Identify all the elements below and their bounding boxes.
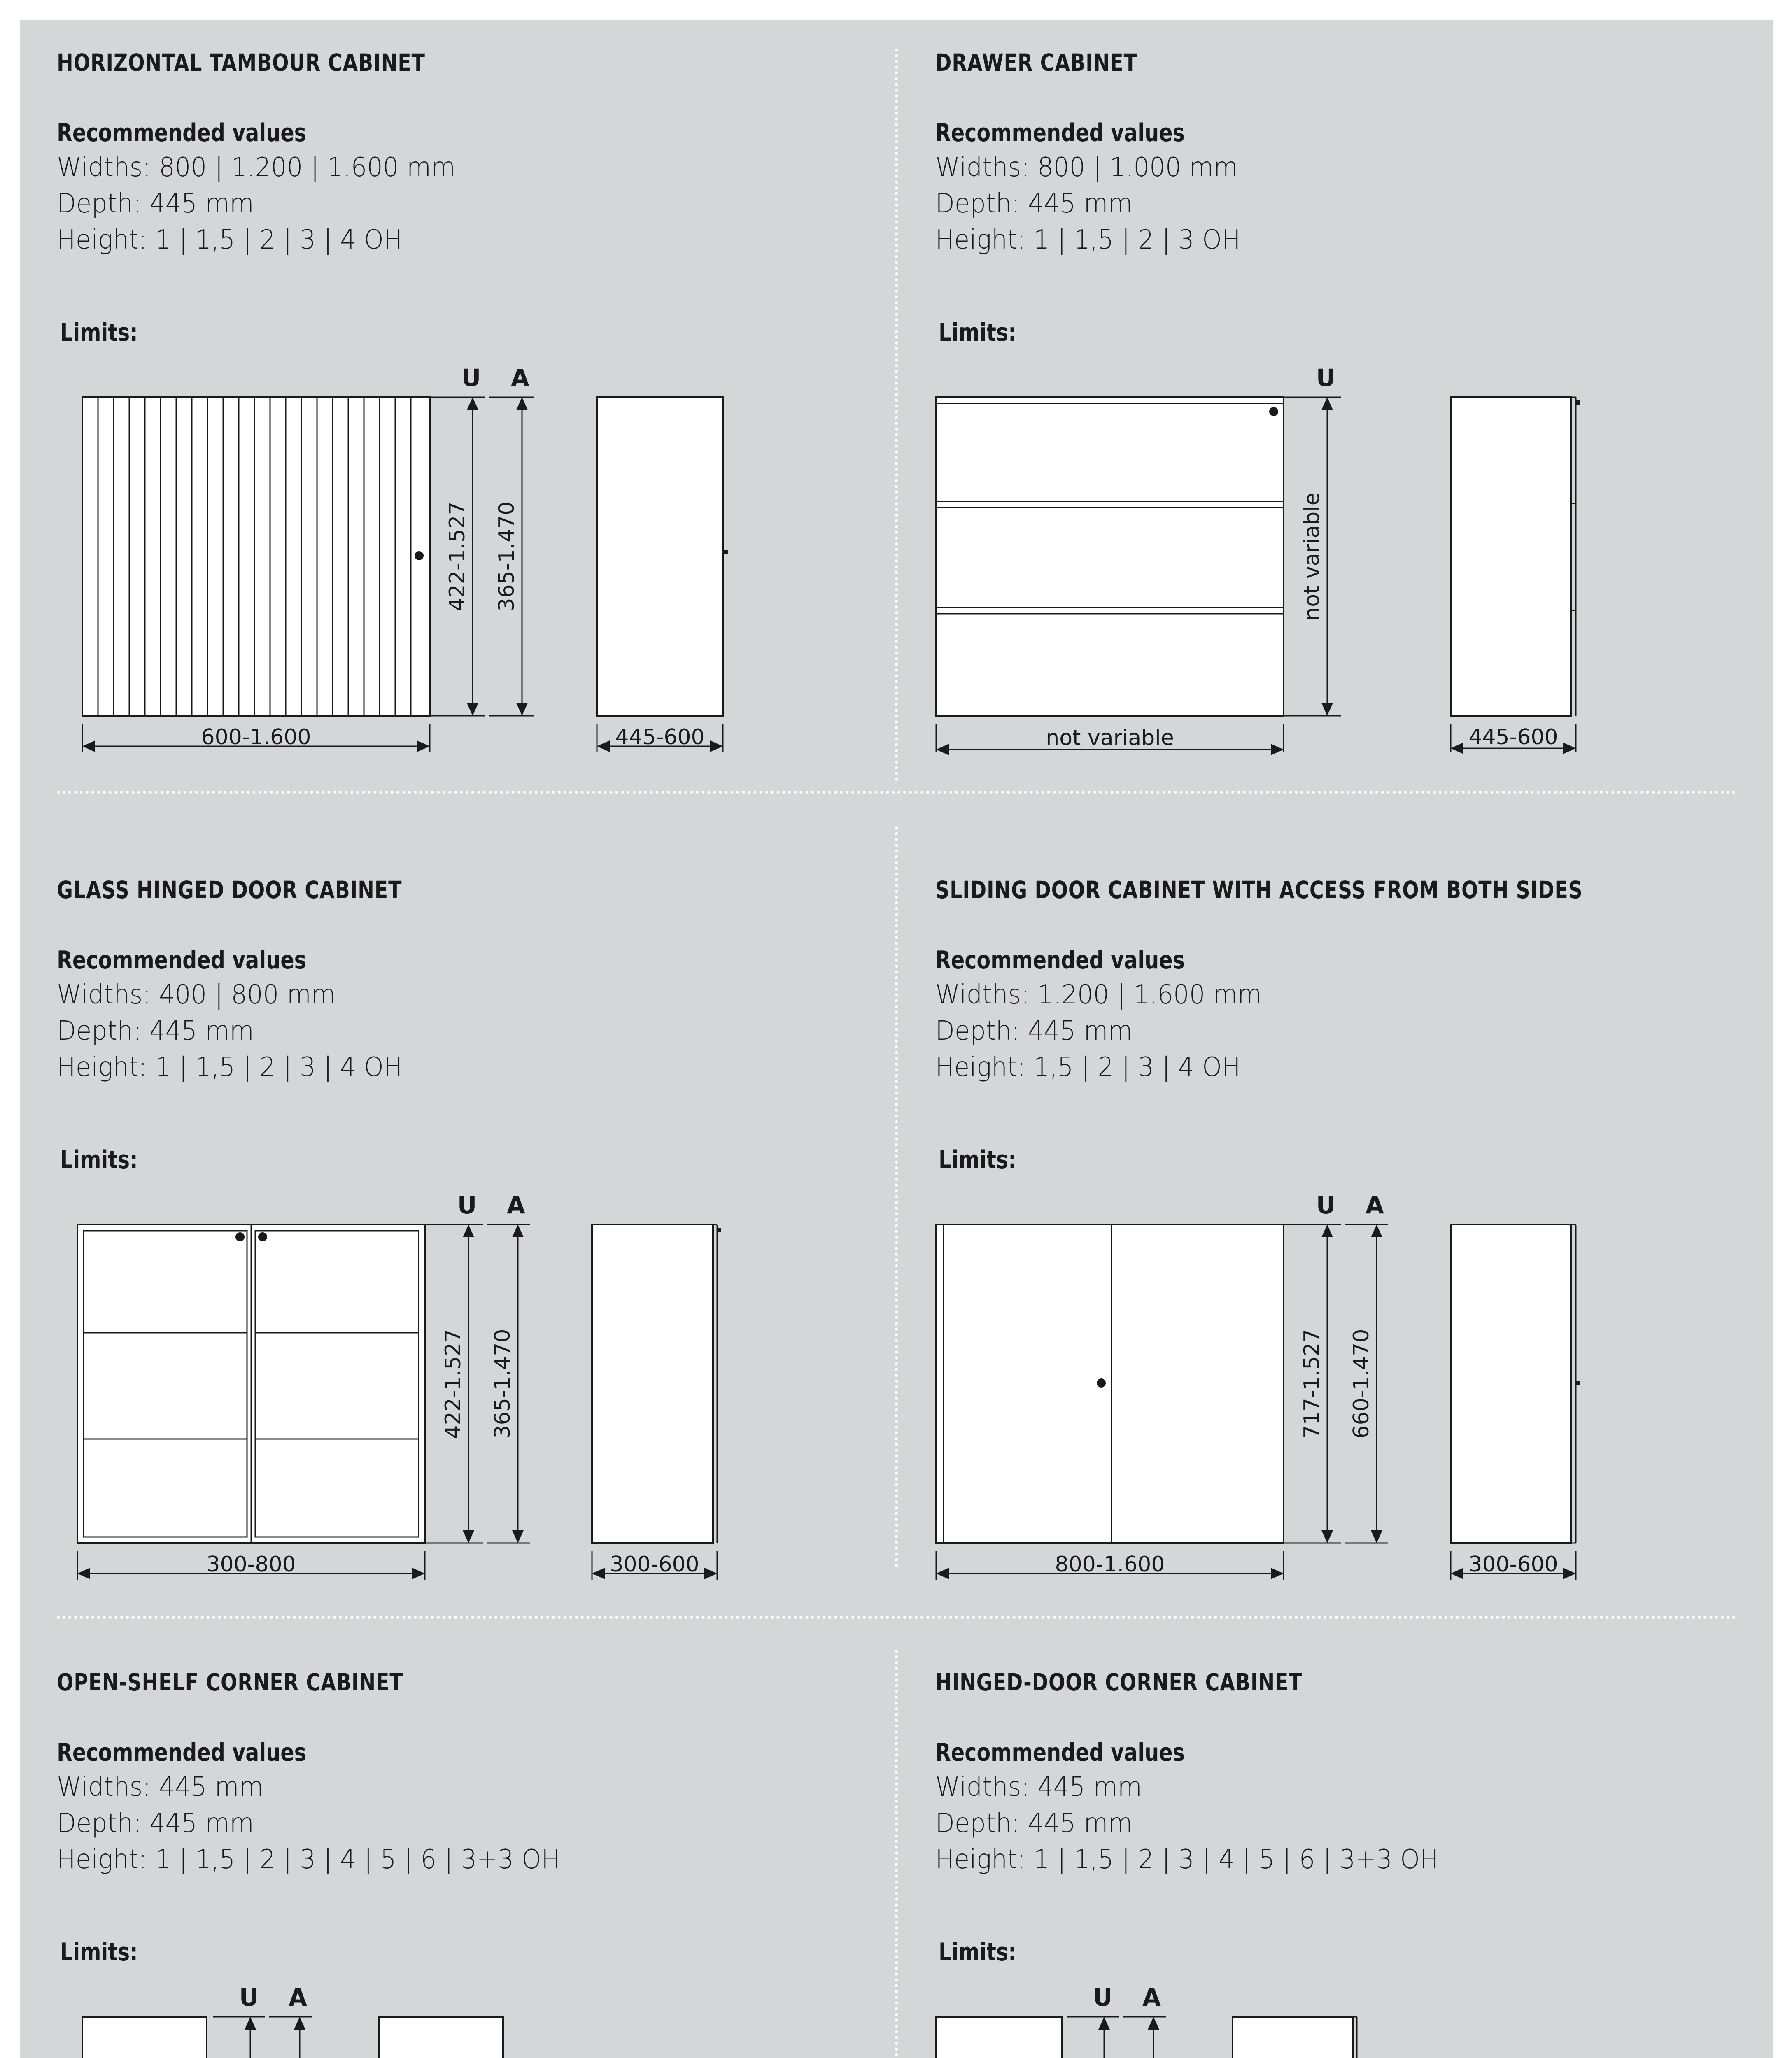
dimension-depth: 300-600 — [610, 1552, 699, 1577]
section-drawer-cabinet — [935, 49, 1759, 789]
handle-dot-right — [258, 1232, 267, 1241]
column-letter-u: U — [239, 1984, 259, 2011]
cabinet-front — [936, 2017, 1062, 2058]
dimension-u: not variable — [1300, 492, 1324, 621]
recommended-values-heading: Recommended values — [57, 946, 306, 975]
section-title: OPEN-SHELF CORNER CABINET — [57, 1668, 403, 1696]
dimension-width: not variable — [1046, 726, 1174, 750]
limits-label: Limits: — [939, 1145, 1016, 1174]
dimension-a: 365-1.470 — [494, 501, 519, 612]
section-sliding-door-cabinet — [935, 876, 1759, 1617]
depth-line: Depth: 445 mm — [57, 1016, 254, 1046]
column-letter-u: U — [1316, 1191, 1336, 1219]
widths-line: Widths: 445 mm — [57, 1772, 263, 1802]
section-title: GLASS HINGED DOOR CABINET — [57, 876, 402, 904]
limits-drawing — [935, 1164, 1697, 1604]
dimension-u: 422-1.527 — [441, 1329, 466, 1439]
recommended-values-heading: Recommended values — [935, 119, 1185, 147]
section-title: HORIZONTAL TAMBOUR CABINET — [57, 49, 425, 77]
cabinet-side — [1451, 1225, 1571, 1543]
limits-drawing — [935, 1956, 1697, 2058]
height-line: Height: 1 | 1,5 | 2 | 3 | 4 | 5 | 6 | 3+3 OH — [57, 1844, 560, 1875]
limits-drawing — [57, 1164, 818, 1604]
dimension-depth: 445-600 — [1468, 725, 1558, 750]
limits-label: Limits: — [939, 318, 1016, 347]
widths-line: Widths: 445 mm — [935, 1772, 1142, 1802]
column-letter-a: A — [1142, 1984, 1161, 2011]
handle-dot — [415, 551, 424, 560]
recommended-values-heading: Recommended values — [57, 1738, 306, 1767]
section-open-shelf-corner-cabinet — [57, 1668, 880, 2058]
column-divider-bottom — [895, 1650, 898, 2058]
cabinet-front — [936, 397, 1284, 716]
dimension-u: 422-1.527 — [445, 501, 470, 612]
depth-line: Depth: 445 mm — [935, 1808, 1133, 1839]
section-title: DRAWER CABINET — [935, 49, 1137, 77]
limits-label: Limits: — [60, 1938, 138, 1967]
cabinet-front — [82, 397, 430, 716]
cabinet-side — [1451, 397, 1571, 716]
section-hinged-door-corner-cabinet — [935, 1668, 1759, 2058]
handle-dot — [1097, 1378, 1106, 1388]
content-panel — [20, 20, 1773, 2058]
widths-line: Widths: 400 | 800 mm — [57, 980, 336, 1010]
dimension-a: 660-1.470 — [1349, 1329, 1374, 1439]
height-line: Height: 1,5 | 2 | 3 | 4 OH — [935, 1052, 1241, 1083]
widths-line: Widths: 800 | 1.200 | 1.600 mm — [57, 152, 456, 183]
limits-label: Limits: — [60, 1145, 138, 1174]
row-divider-1 — [57, 791, 1736, 794]
limits-label: Limits: — [939, 1938, 1016, 1967]
handle-dot — [1269, 407, 1278, 416]
limits-drawing — [57, 337, 818, 777]
height-line: Height: 1 | 1,5 | 2 | 3 | 4 OH — [57, 1052, 403, 1083]
limits-label: Limits: — [60, 318, 138, 347]
widths-line: Widths: 800 | 1.000 mm — [935, 152, 1238, 183]
recommended-values-heading: Recommended values — [57, 119, 306, 147]
section-horizontal-tambour-cabinet — [57, 49, 880, 789]
column-letter-a: A — [289, 1984, 307, 2011]
column-divider-middle — [895, 826, 898, 1567]
section-glass-hinged-door-cabinet — [57, 876, 880, 1617]
recommended-values-heading: Recommended values — [935, 946, 1185, 975]
cabinet-side — [592, 1225, 713, 1543]
dimension-width: 800-1.600 — [1055, 1552, 1165, 1577]
cabinet-side — [1233, 2017, 1353, 2058]
height-line: Height: 1 | 1,5 | 2 | 3 OH — [935, 225, 1241, 255]
section-title: SLIDING DOOR CABINET WITH ACCESS FROM BOTH SIDES — [935, 876, 1583, 904]
limits-drawing — [935, 337, 1697, 777]
height-line: Height: 1 | 1,5 | 2 | 3 | 4 | 5 | 6 | 3+3 OH — [935, 1844, 1439, 1875]
column-letter-u: U — [457, 1191, 477, 1219]
cabinet-front — [936, 1225, 1284, 1543]
depth-line: Depth: 445 mm — [935, 189, 1133, 219]
handle-dot-left — [235, 1232, 245, 1241]
cabinet-side — [379, 2017, 503, 2058]
depth-line: Depth: 445 mm — [935, 1016, 1133, 1046]
column-letter-u: U — [1316, 364, 1336, 392]
column-letter-u: U — [461, 364, 481, 392]
column-letter-a: A — [511, 364, 529, 392]
cabinet-front — [82, 2017, 207, 2058]
section-title: HINGED-DOOR CORNER CABINET — [935, 1668, 1303, 1696]
cabinet-side — [597, 397, 723, 716]
height-line: Height: 1 | 1,5 | 2 | 3 | 4 OH — [57, 225, 403, 255]
column-letter-a: A — [1366, 1191, 1384, 1219]
dimension-depth: 445-600 — [615, 725, 705, 750]
dimension-width: 600-1.600 — [201, 725, 311, 750]
column-letter-a: A — [507, 1191, 525, 1219]
column-letter-u: U — [1093, 1984, 1113, 2011]
dimension-u: 717-1.527 — [1300, 1329, 1324, 1439]
dimension-depth: 300-600 — [1468, 1552, 1558, 1577]
dimension-width: 300-800 — [206, 1552, 296, 1577]
recommended-values-heading: Recommended values — [935, 1738, 1185, 1767]
column-divider-top — [895, 49, 898, 781]
dimension-a: 365-1.470 — [490, 1329, 515, 1439]
widths-line: Widths: 1.200 | 1.600 mm — [935, 980, 1262, 1010]
tambour-slats — [98, 397, 411, 716]
limits-drawing — [57, 1956, 818, 2058]
depth-line: Depth: 445 mm — [57, 1808, 254, 1839]
depth-line: Depth: 445 mm — [57, 189, 254, 219]
